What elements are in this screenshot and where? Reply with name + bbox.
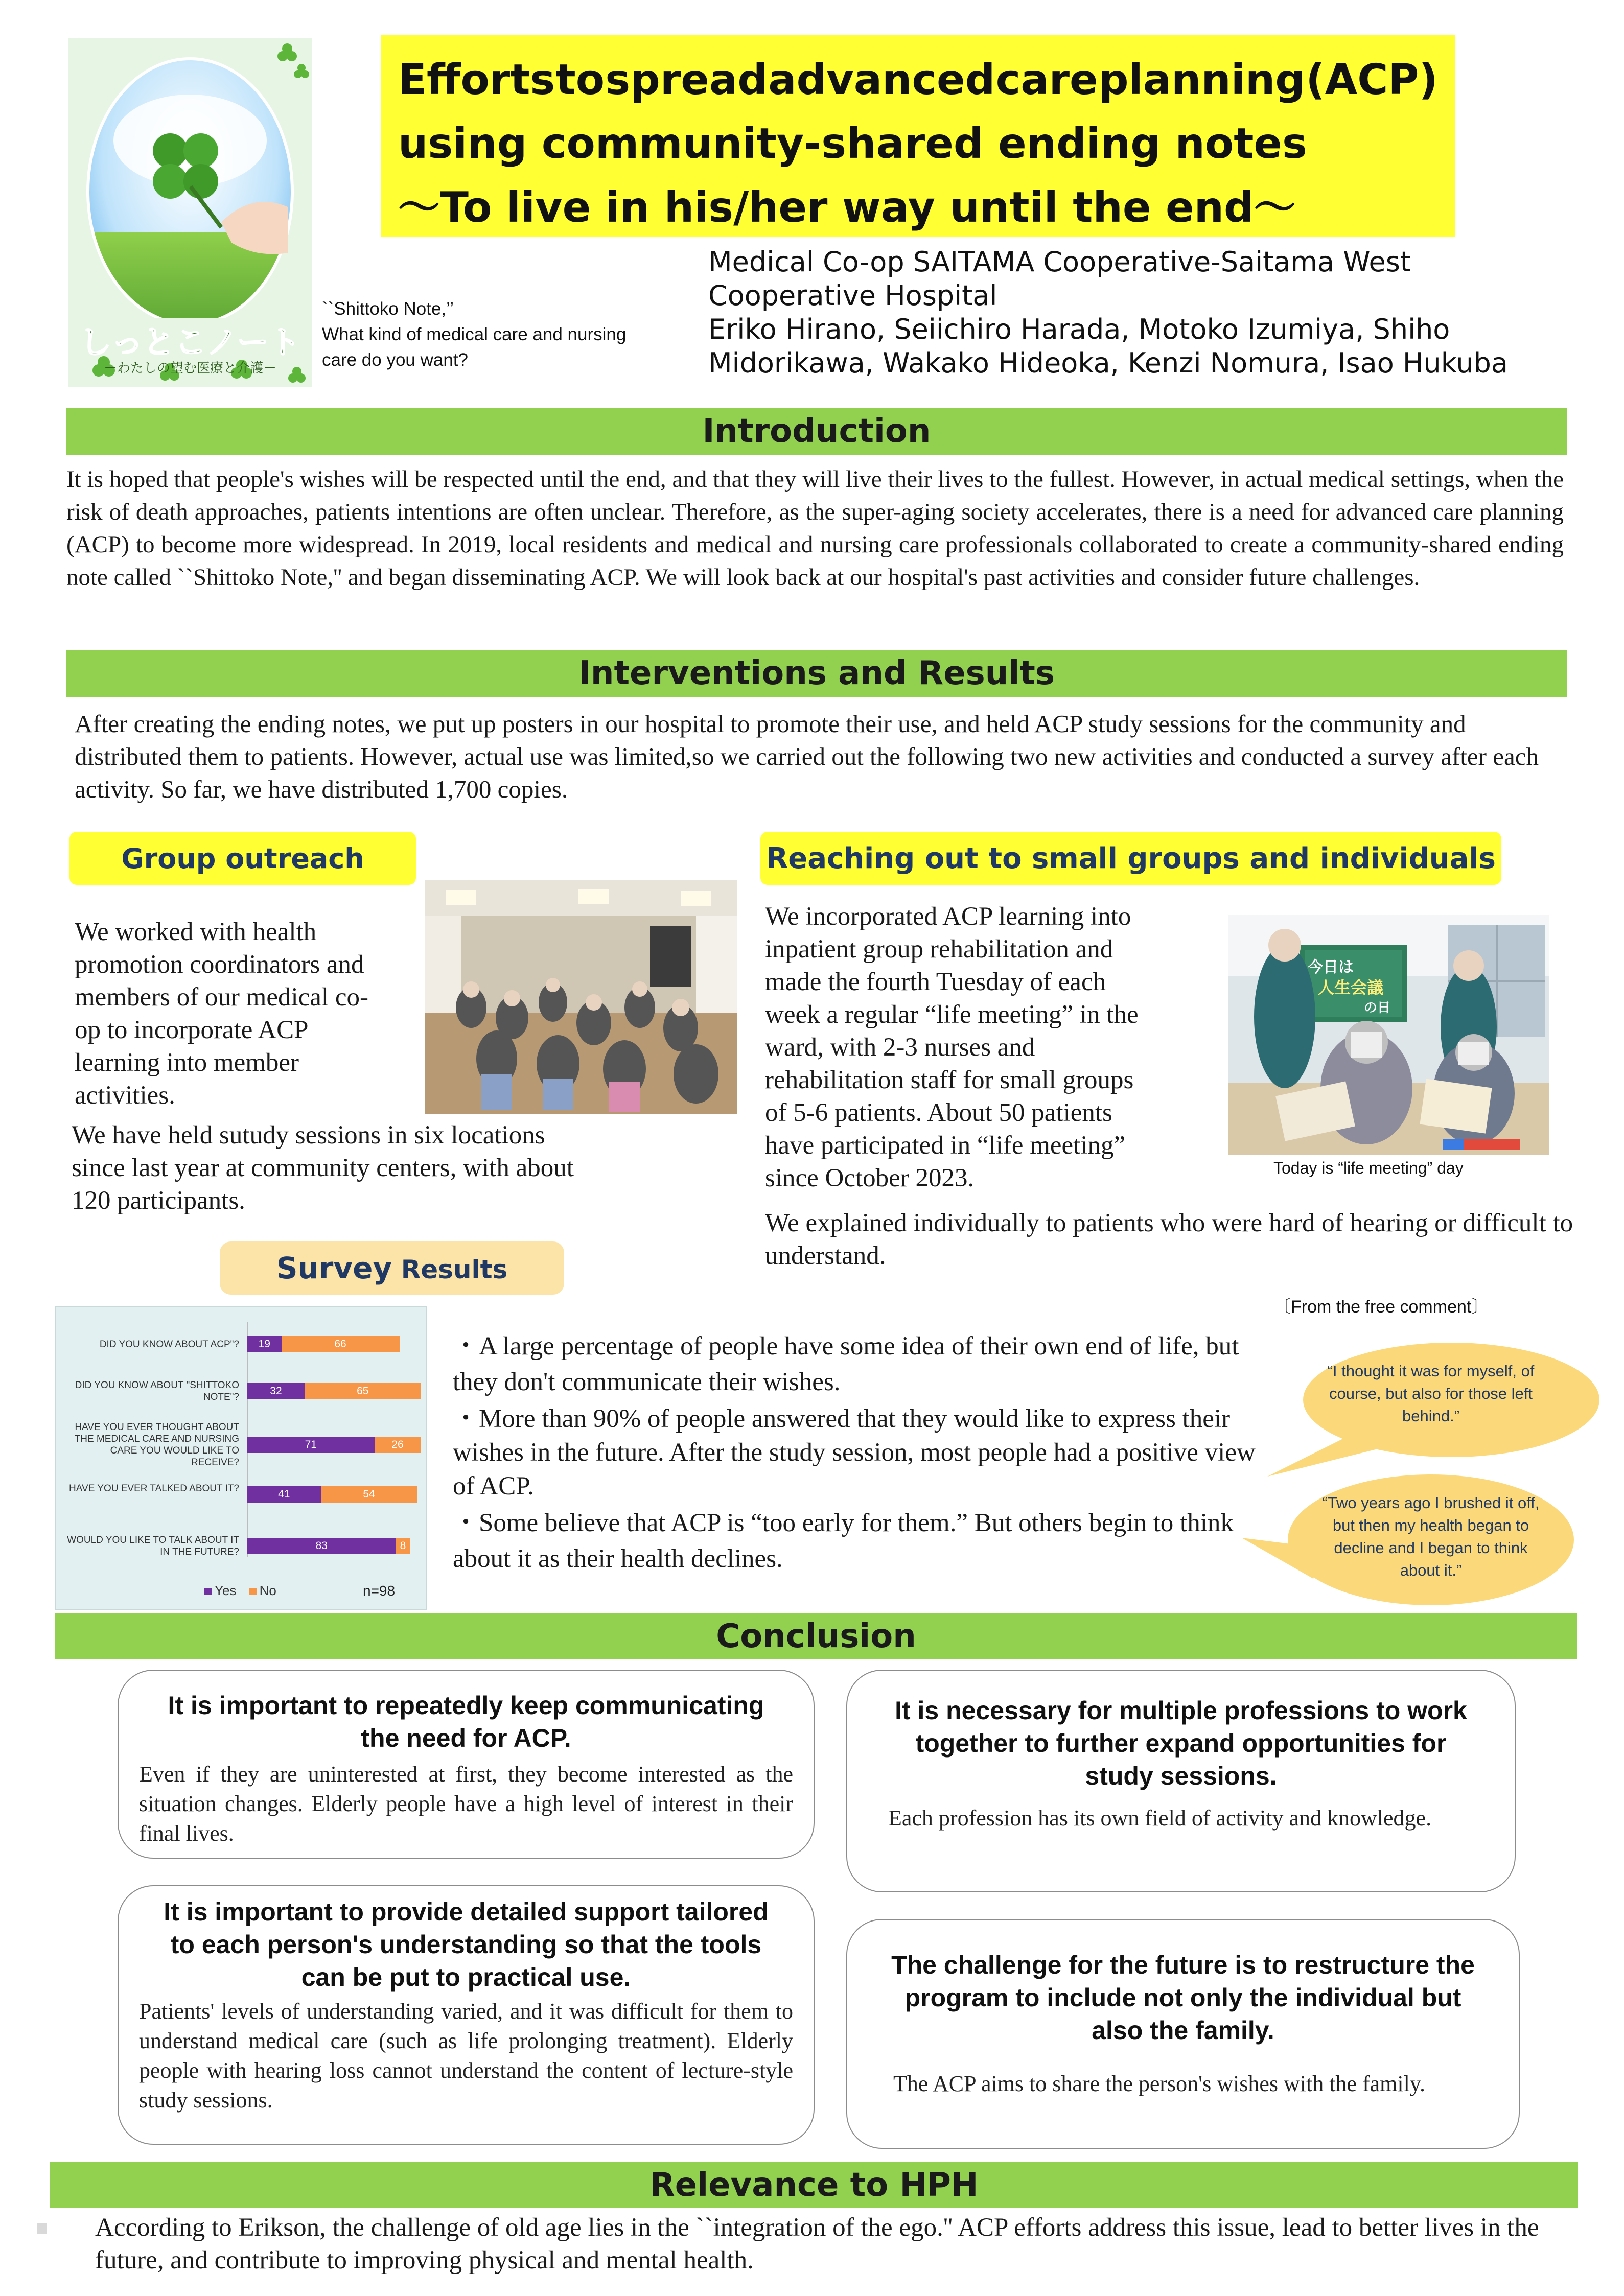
- group-study-session-photo: [425, 880, 737, 1114]
- chart-marks: [56, 1307, 428, 1611]
- legend-no-swatch: [249, 1588, 257, 1595]
- legend-yes-label: Yes: [215, 1583, 237, 1598]
- relevance-heading-bar: [50, 2162, 1578, 2208]
- life-meeting-photo: [1228, 915, 1549, 1155]
- survey-bullet-2: ・More than 90% of people answered that they would like to express their wishes in the future. After the study session, most people had a positive view of ACP.: [453, 1404, 1256, 1501]
- small-groups-heading-box: [760, 832, 1501, 885]
- interventions-text: After creating the ending notes, we put up posters in our hospital to promote their use, and held ACP study sessions for the community and distributed them to patients. However, actual use was limited,so we carried out the following two new activities and conducted a survey after each activity. So far, we have distributed 1,700 copies.: [75, 710, 1539, 803]
- life-meeting-sign-line-1: 今日は: [1308, 958, 1354, 976]
- chart-category-label: WOULD YOU LIKE TO TALK ABOUT IT IN THE FUTURE?: [67, 1535, 239, 1557]
- chart-sample-size: n=98: [363, 1583, 396, 1599]
- chart-category-label: HAVE YOU EVER TALKED ABOUT IT?: [69, 1483, 239, 1494]
- conclusion-heading: Conclusion: [716, 1618, 916, 1655]
- chart-value-yes: 19: [258, 1338, 270, 1350]
- legend-yes-swatch: [204, 1588, 212, 1595]
- conclusion-box-3: [118, 1885, 815, 2145]
- conclusion-box-2-body: Each profession has its own field of activity and knowledge.: [888, 1806, 1432, 1831]
- comment-bubble-2-text: “Two years ago I brushed it off, but then my health began to decline and I began to think about it.”: [1322, 1494, 1540, 1579]
- chart-value-yes: 32: [270, 1385, 282, 1397]
- chart-value-no: 54: [363, 1488, 375, 1500]
- relevance-text: According to Erikson, the challenge of old age lies in the ``integration of the ego.'' ACP efforts address this issue, lead to better lives in the future, and contribute to improving physical and mental health.: [95, 2213, 1539, 2275]
- conclusion-box-3-heading: It is important to provide detailed support tailored to each person's understanding so that the tools can be put to practical use.: [164, 1897, 769, 1992]
- note-caption: ``Shittoko Note,’’ What kind of medical care and nursing care do you want?: [322, 299, 627, 370]
- small-groups-heading: Reaching out to small groups and individuals: [766, 841, 1496, 875]
- relevance-bullet-marker: [37, 2223, 47, 2234]
- chart-category-label: HAVE YOU EVER THOUGHT ABOUT THE MEDICAL CARE AND NURSING CARE YOU WOULD LIKE TO RECEIVE?: [74, 1422, 239, 1468]
- conclusion-box-1-heading: It is important to repeatedly keep communicating the need for ACP.: [168, 1691, 764, 1752]
- title-line-3: ～To live in his/her way until the end～: [398, 183, 1296, 232]
- chart-value-no: 26: [391, 1439, 404, 1450]
- note-cover-title: しっとこノート: [79, 323, 301, 361]
- chart-value-no: 8: [400, 1540, 406, 1552]
- conclusion-box-4: [846, 1919, 1520, 2149]
- chart-value-yes: 41: [278, 1488, 290, 1500]
- conclusion-box-4-body: The ACP aims to share the person's wishes with the family.: [893, 2071, 1425, 2096]
- life-meeting-photo-caption: Today is “life meeting” day: [1273, 1159, 1464, 1177]
- group-outreach-heading-box: [69, 832, 416, 885]
- survey-results-chart: [55, 1306, 427, 1610]
- author-names-2: Midorikawa, Wakako Hideoka, Kenzi Nomura, Isao Hukuba: [708, 347, 1508, 379]
- introduction-text: It is hoped that people's wishes will be respected until the end, and that they will live their lives to the fullest. However, in actual medical settings, when the risk of death approaches, patients intentions are often unclear. Therefore, as the super-aging society accelerates, there is a need for advanced care planning (ACP) to become more widespread. In 2019, local residents and medical and nursing care professionals collaborated to create a community-shared ending note called ``Shittoko Note,'' and began disseminating ACP. We will look back at our hospital's past activities and consider future challenges.: [66, 466, 1564, 591]
- survey-bullets: [453, 1328, 1265, 1577]
- introduction-heading-bar: [66, 408, 1567, 455]
- chart-value-no: 66: [334, 1338, 346, 1350]
- relevance-heading: Relevance to HPH: [649, 2166, 979, 2204]
- small-groups-text-2: We explained individually to patients who were hard of hearing or difficult to understand.: [765, 1209, 1573, 1270]
- authors-block: [708, 245, 1508, 380]
- affiliation-line-1: Medical Co-op SAITAMA Cooperative-Saitama West: [708, 246, 1411, 278]
- conclusion-box-1-body: Even if they are uninterested at first, they become interested as the situation changes. Elderly people have a high level of interest in their final lives.: [139, 1762, 793, 1846]
- shittoko-note-cover-image: [68, 38, 312, 387]
- survey-bullet-1: ・A large percentage of people have some idea of their own end of life, but they don't communicate their wishes.: [453, 1332, 1239, 1396]
- note-cover-subtitle: －わたしの望む医療と介護－: [103, 361, 276, 376]
- conclusion-box-3-body: Patients' levels of understanding varied, and it was difficult for them to understand medical care (such as life prolonging treatment). Elderly people with hearing loss cannot understand the content of lecture-style study sessions.: [139, 1999, 793, 2113]
- small-groups-text-1: We incorporated ACP learning into inpatient group rehabilitation and made the fourth Tuesday of each week a regular “life meeting” in the ward, with 2-3 nurses and rehabilitation staff for small groups of 5-6 patients. About 50 patients have participated in “life meeting” since October 2023.: [765, 902, 1139, 1192]
- comment-bubble-1-text: “I thought it was for myself, of course, but also for those left behind.”: [1327, 1362, 1535, 1425]
- conclusion-box-2: [846, 1670, 1516, 1892]
- conclusion-heading-bar: [55, 1613, 1577, 1659]
- survey-heading-main: Survey: [276, 1251, 392, 1285]
- survey-heading-box: [220, 1241, 564, 1295]
- conclusion-box-1: [118, 1670, 815, 1859]
- chart-legend: [204, 1583, 276, 1599]
- interventions-heading-bar: [66, 650, 1567, 697]
- chart-value-yes: 83: [315, 1540, 328, 1552]
- poster-title: [381, 35, 1455, 237]
- chart-category-label: DID YOU KNOW ABOUT "SHITTOKO NOTE"?: [75, 1380, 239, 1402]
- legend-no-label: No: [259, 1583, 276, 1598]
- survey-bullet-3: ・Some believe that ACP is “too early for them.” But others begin to think about it as their health declines.: [453, 1509, 1234, 1573]
- group-outreach-heading: Group outreach: [121, 842, 364, 875]
- author-names-1: Eriko Hirano, Seiichiro Harada, Motoko Izumiya, Shiho: [708, 313, 1450, 345]
- life-meeting-sign-line-2: 人生会議: [1318, 978, 1384, 997]
- introduction-heading: Introduction: [702, 412, 931, 450]
- chart-value-no: 65: [357, 1385, 369, 1397]
- interventions-heading: Interventions and Results: [578, 654, 1055, 692]
- title-line-2: using community-shared ending notes: [398, 120, 1307, 168]
- chart-category-label: DID YOU KNOW ABOUT ACP"?: [99, 1339, 239, 1350]
- free-comment-label: 〔From the free comment〕: [1273, 1297, 1489, 1317]
- affiliation-line-2: Cooperative Hospital: [708, 279, 997, 312]
- survey-heading-rest: Results: [392, 1255, 508, 1284]
- life-meeting-sign-line-3: の日: [1364, 1000, 1391, 1016]
- group-outreach-text-2: We have held sutudy sessions in six locations since last year at community centers, with about 120 participants.: [72, 1121, 574, 1215]
- conclusion-box-4-heading: The challenge for the future is to restructure the program to include not only the individual but also the family.: [891, 1951, 1475, 2045]
- chart-value-yes: 71: [305, 1439, 317, 1450]
- conclusion-box-2-heading: It is necessary for multiple professions to work together to further expand opportunities for study sessions.: [895, 1696, 1467, 1790]
- group-outreach-text-1: We worked with health promotion coordinators and members of our medical co- op to incorporate ACP learning into member activities.: [75, 918, 368, 1110]
- title-line-1: Efforts to spread advanced care planning (ACP): [398, 56, 1438, 104]
